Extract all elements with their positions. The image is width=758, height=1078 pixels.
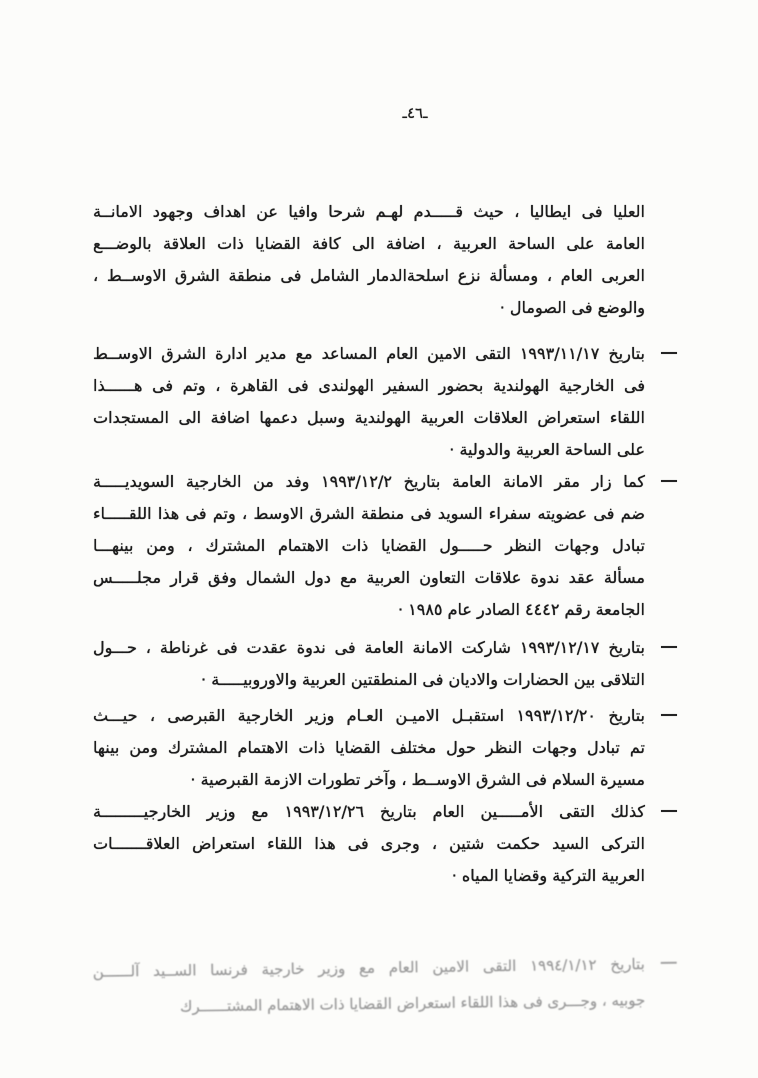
- paragraph-line: ضم فى عضويته سفراء السويد فى منطقة الشرق الاوسط ، وتم فى هذا اللقـــــاء: [93, 504, 645, 523]
- paragraph: [93, 946, 646, 1026]
- paragraph-line: الجامعة رقم ٤٤٤٢ الصادر عام ١٩٨٥ ·: [397, 600, 645, 619]
- paragraph-line: العليا فى ايطاليا ، حيث قـــــدم لهـم شرحا وافيا عن اهداف وجهود الامانــة: [93, 202, 645, 221]
- paragraph-line: تم تبادل وجهات النظر حول مختلف القضايا ذات الاهتمام المشترك ومن بينها: [93, 738, 645, 757]
- bullet-dash-icon: [661, 480, 677, 482]
- bullet-dash-icon: [661, 352, 677, 354]
- paragraph-line: العربى العام ، ومسألة نزع اسلحةالدمار الشامل فى منطقة الشرق الاوســط ،: [93, 266, 645, 285]
- paragraph-line: تبادل وجهات النظر حـــــول القضايا ذات الاهتمام المشترك ، ومن بينهـــا: [93, 536, 645, 555]
- paragraph-line: العربية التركية وقضايا المياه ·: [451, 866, 645, 885]
- paragraph: [93, 796, 645, 892]
- paragraph-line: جوبيه ، وجـــرى فى هذا اللقاء استعراض القضايا ذات الاهتمام المشتــــــرك: [179, 991, 646, 1016]
- page-number: ـ٤٦ـ: [402, 104, 428, 122]
- paragraph-line: فى الخارجية الهولندية بحضور السفير الهولندى فى القاهرة ، وتم فى هــــــذا: [93, 376, 645, 395]
- paragraph-line: العامة على الساحة العربية ، اضافة الى كافة القضايا ذات العلاقة بالوضـــع: [93, 234, 645, 253]
- paragraph: [93, 338, 645, 466]
- paragraph: [93, 466, 645, 626]
- paragraph: [93, 632, 645, 696]
- paragraph-line: اللقاء استعراض العلاقات العربية الهولندية وسبل دعمها اضافة الى المستجدات: [93, 408, 645, 427]
- paragraph-line: مسيرة السلام فى الشرق الاوســط ، وآخر تطورات الازمة القبرصية ·: [190, 770, 645, 789]
- paragraph-line: كذلك التقى الأمـــــين العام بتاريخ ١٩٩٣/١٢/٢٦ مع وزير الخارجيـــــــــة: [93, 802, 646, 821]
- paragraph-line: التركى السيد حكمت شتين ، وجرى فى هذا اللقاء استعراض العلاقـــــــات: [93, 834, 645, 853]
- footnote-block: [93, 946, 646, 1026]
- paragraph-line: كما زار مقر الامانة العامة بتاريخ ١٩٩٣/١٢/٢ وفد من الخارجية السويديـــــة: [93, 472, 646, 491]
- bullet-dash-icon: [661, 810, 677, 812]
- bullet-dash-icon: [661, 714, 677, 716]
- paragraph-line: مسألة عقد ندوة علاقات التعاون العربية مع دول الشمال وفق قرار مجلـــــس: [93, 568, 645, 587]
- paragraph-line: التلاقى بين الحضارات والاديان فى المنطقتين العربية والاوروبيـــــة ·: [201, 670, 645, 689]
- document-body: [93, 196, 645, 892]
- paragraph-line: بتاريخ ١٩٩٣/١٢/١٧ شاركت الامانة العامة فى ندوة عقدت فى غرناطة ، حـــول: [93, 638, 646, 657]
- paragraph-line: والوضع فى الصومال ·: [499, 298, 645, 317]
- paragraph-line: بتاريخ ١٩٩٤/١/١٢ التقى الامين العام مع وزير خارجية فرنسا الســيد آلــــــن: [92, 955, 645, 981]
- paragraph-line: بتاريخ ١٩٩٣/١٢/٢٠ استقبـل الاميـن العـام وزير الخارجية القبرصى ، حيـــث: [93, 706, 645, 725]
- paragraph-line: بتاريخ ١٩٩٣/١١/١٧ التقى الامين العام المساعد مع مدير ادارة الشرق الاوســط: [93, 344, 646, 363]
- paragraph-line: على الساحة العربية والدولية ·: [449, 440, 645, 459]
- paragraph: [93, 196, 645, 324]
- bullet-dash-icon: [661, 962, 677, 964]
- bullet-dash-icon: [661, 646, 677, 648]
- paragraph: [93, 700, 645, 796]
